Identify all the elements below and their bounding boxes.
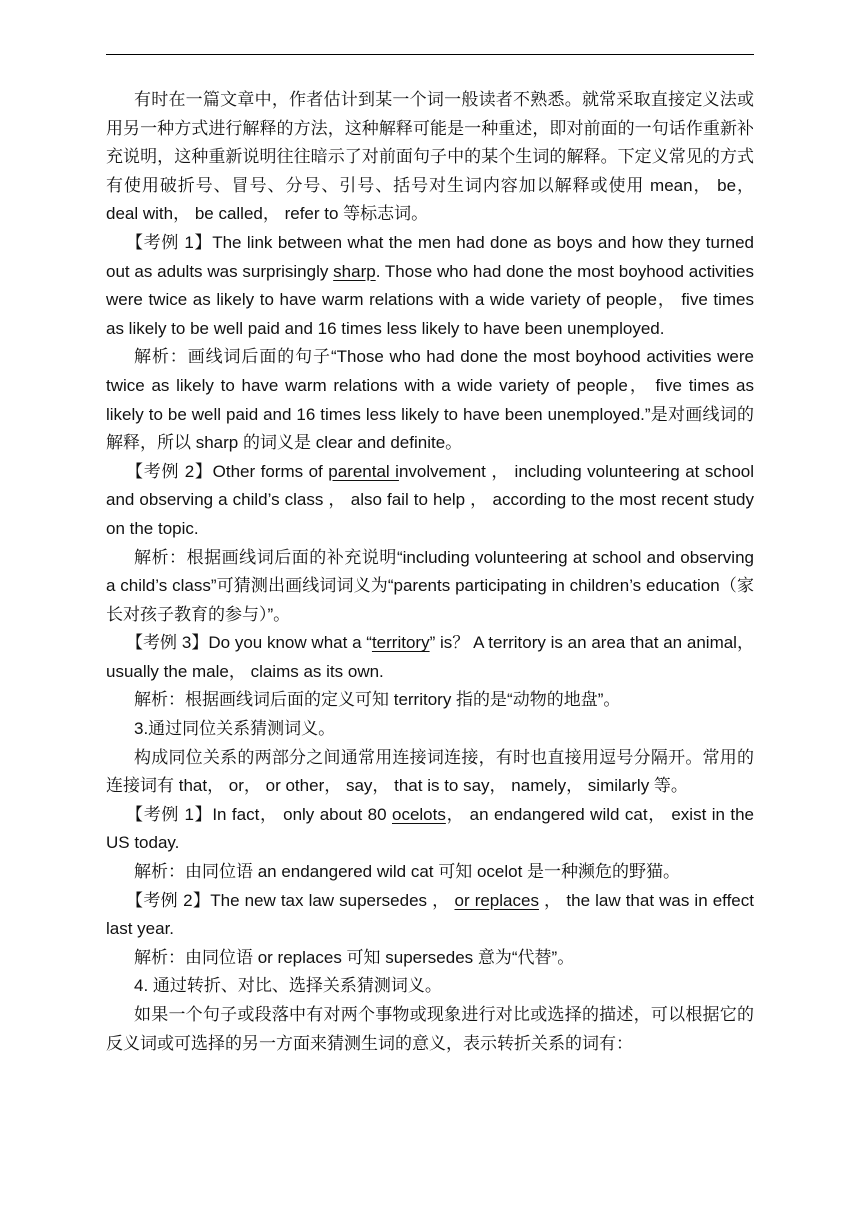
body-paragraph [106, 858, 754, 887]
text-run: ” is？ A territory is an area that an animal， usually the male， claims as its own. [106, 633, 754, 681]
example-paragraph [106, 458, 754, 544]
body-paragraph [106, 944, 754, 973]
body-paragraph [106, 972, 754, 1001]
text-run: 构成同位关系的两部分之间通常用连接词连接，有时也直接用逗号分隔开。常用的连接词有 that， or， or other， say， that is to say， namely， similarly 等。 [106, 747, 754, 796]
body-paragraph [106, 744, 754, 801]
text-run: 解析：根据画线词后面的定义可知 territory 指的是“动物的地盘”。 [134, 690, 621, 710]
body-paragraph [106, 715, 754, 744]
header-rule [106, 54, 754, 55]
example-paragraph [106, 629, 754, 686]
body-paragraph [106, 1001, 754, 1058]
text-run: 【考例 1】In fact， only about 80 [126, 804, 392, 824]
body-paragraph [106, 343, 754, 457]
underlined-word: territory [371, 633, 430, 653]
text-run: 【考例 2】The new tax law supersedes ， [126, 890, 455, 910]
underlined-word: or replaces [454, 890, 539, 910]
body-paragraph [106, 86, 754, 229]
text-run: 4. 通过转折、对比、选择关系猜测词义。 [134, 976, 442, 996]
underlined-word: sharp [333, 261, 376, 281]
text-run: 解析：由同位语 an endangered wild cat 可知 ocelot 是一种濒危的野猫。 [134, 862, 681, 882]
text-run: ， an endangered wild cat， exist in the US today. [106, 804, 754, 853]
underlined-word: parental i [328, 461, 399, 481]
text-run: 【考例 3】Do you know what a “ [126, 633, 372, 653]
text-run: 解析：由同位语 or replaces 可知 supersedes 意为“代替”。 [134, 947, 575, 967]
example-paragraph [106, 801, 754, 858]
example-paragraph [106, 229, 754, 343]
body-paragraph [106, 686, 754, 715]
text-run: ， the law that was in effect last year. [106, 890, 754, 939]
text-run: 有时在一篇文章中，作者估计到某一个词一般读者不熟悉。就常采取直接定义法或用另一种方式进行解释的方法，这种解释可能是一种重述，即对前面的一句话作重新补充说明，这种重新说明往往暗示了对前面句子中的某个生词的解释。下定义常见的方式有使用破折号、冒号、分号、引号、括号对生词内容加以解释或使用 mean， be， deal with， be called， refer to 等标志词。 [106, 90, 754, 224]
text-run: 解析：画线词后面的句子“Those who had done the most boyhood activities were twice as likely to have warm relations with a wide variety of people， five times as likely to be well paid and 16 times less likely to have been unemployed.”是对画线词的解释，所以 sharp 的词义是 clear and definite。 [106, 347, 754, 453]
underlined-word: ocelots [392, 804, 446, 824]
document-body [106, 86, 754, 1058]
text-run: nvolvement ， including volunteering at school and observing a child’s class ， also fail to help ， according to the most recent study on the topic. [106, 461, 754, 538]
text-run: 如果一个句子或段落中有对两个事物或现象进行对比或选择的描述，可以根据它的反义词或可选择的另一方面来猜测生词的意义，表示转折关系的词有： [106, 1005, 754, 1053]
example-paragraph [106, 887, 754, 944]
text-run: 解析：根据画线词后面的补充说明“including volunteering at school and observing a child’s class”可猜测出画线词词义为“parents participating in children’s education（家长对孩子教育的参与）”。 [106, 547, 754, 624]
text-run: . Those who had done the most boyhood activities were twice as likely to have warm relations with a wide variety of people， five times as likely to be well paid and 16 times less likely to have been unemployed. [106, 261, 754, 338]
body-paragraph [106, 544, 754, 630]
text-run: 【考例 2】Other forms of [126, 461, 329, 481]
text-run: 【考例 1】The link between what the men had done as boys and how they turned out as adults was surprisingly [106, 232, 754, 281]
text-run: 3.通过同位关系猜测词义。 [134, 719, 336, 739]
